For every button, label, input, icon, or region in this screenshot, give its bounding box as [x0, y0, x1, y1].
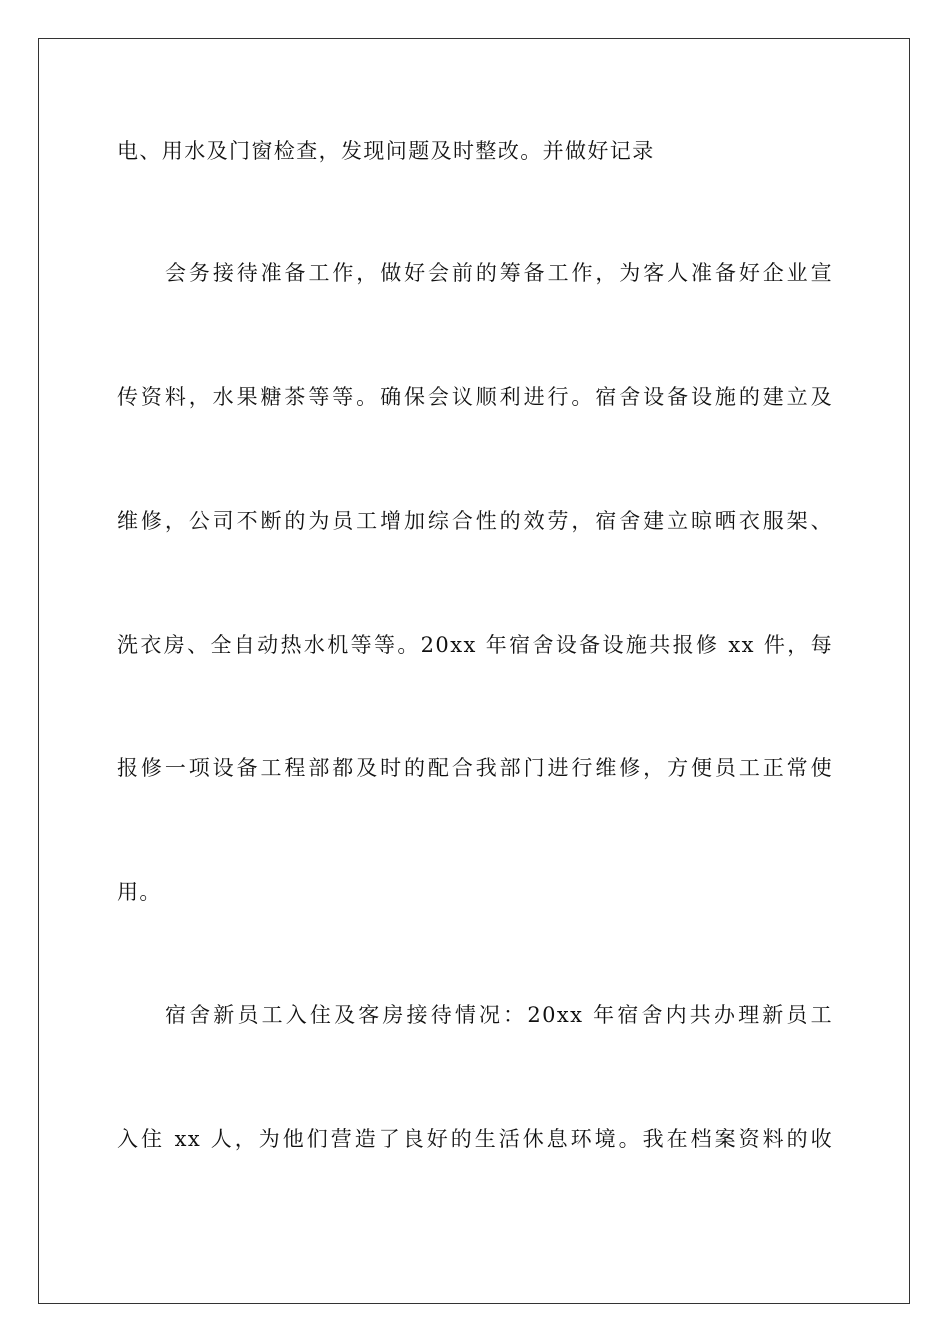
- text-line-1: 电、用水及门窗检查，发现问题及时整改。并做好记录: [117, 139, 655, 163]
- text-line-2: 会务接待准备工作，做好会前的筹备工作，为客人准备好企业宣: [165, 261, 833, 285]
- text-line-6: 报修一项设备工程部都及时的配合我部门进行维修，方便员工正常使: [117, 756, 833, 780]
- page-border: [38, 38, 910, 1304]
- text-line-4: 维修，公司不断的为员工增加综合性的效劳，宿舍建立晾晒衣服架、: [117, 509, 833, 533]
- text-line-8: 宿舍新员工入住及客房接待情况：20xx 年宿舍内共办理新员工: [165, 1003, 833, 1027]
- text-line-7: 用。: [117, 880, 162, 904]
- text-line-3: 传资料，水果糖茶等等。确保会议顺利进行。宿舍设备设施的建立及: [117, 385, 833, 409]
- text-line-5: 洗衣房、全自动热水机等等。20xx 年宿舍设备设施共报修 xx 件，每: [117, 633, 833, 657]
- text-line-9: 入住 xx 人，为他们营造了良好的生活休息环境。我在档案资料的收: [117, 1127, 833, 1151]
